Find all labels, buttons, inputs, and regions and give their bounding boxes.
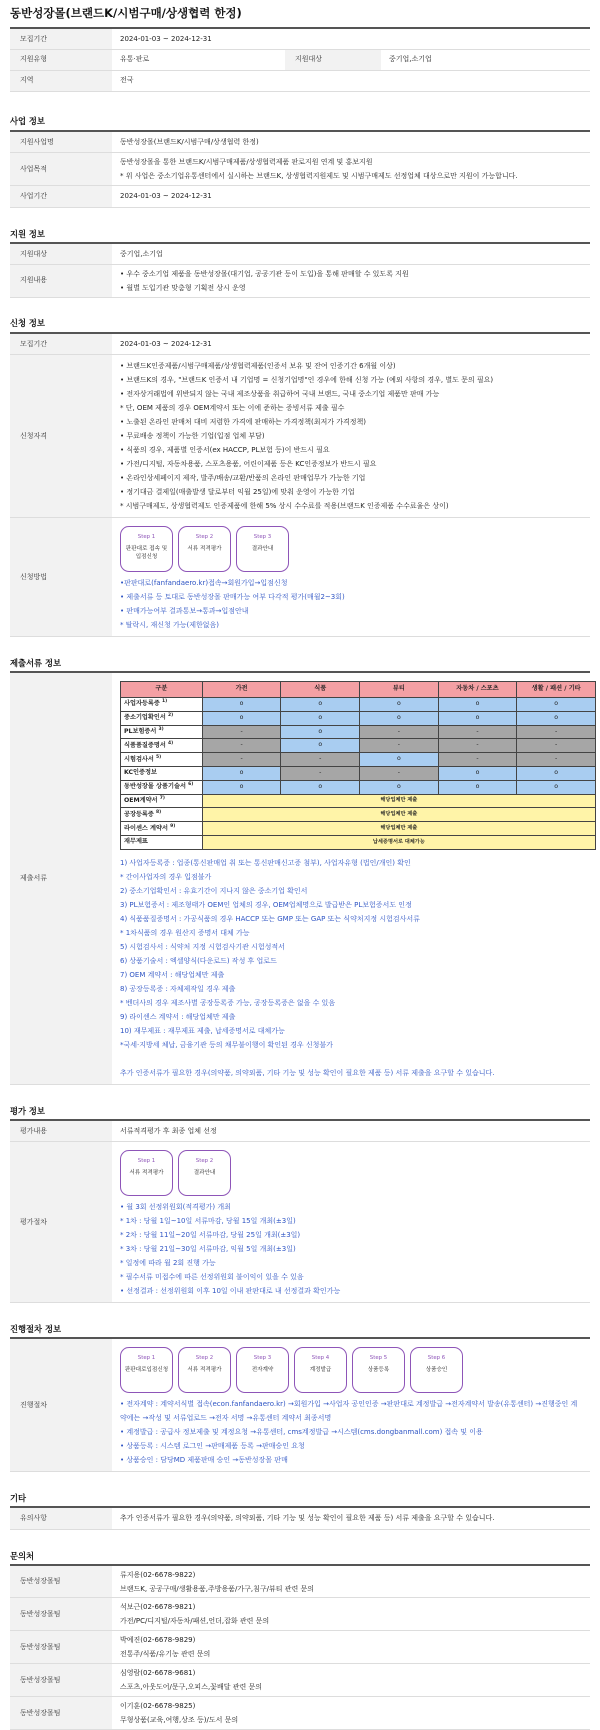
- section-heading-apply: 신청 정보: [10, 318, 45, 329]
- doc-cell: o: [360, 698, 439, 712]
- step-box: [178, 526, 231, 572]
- apply-period-value: 2024-01-03 ~ 2024-12-31: [112, 333, 590, 355]
- doc-note-line: 10) 재무제표 : 재무제표 제출, 납세증명서로 대체가능: [120, 1026, 285, 1035]
- doc-row-name: 동반성장몰 상품기술서 $^{6)}$: [121, 780, 203, 794]
- doc-note-line: 3) PL보험증서 : 제조형태가 OEM인 업체의 경우, OEM업체명으로 발급받은 PL보험증서도 인정: [120, 900, 412, 909]
- doc-cell: o: [202, 766, 281, 780]
- step-number: Step 1: [137, 1158, 156, 1165]
- doc-cell: -: [202, 725, 281, 739]
- doc-row: [121, 835, 596, 849]
- doc-cell: o: [517, 711, 596, 725]
- doc-row: [121, 739, 596, 753]
- doc-row: [121, 822, 596, 836]
- qualification-line: • 정기대금 결제일(매출발생 달로부터 익월 25일)에 맞춰 운영이 가능한 기업: [120, 488, 355, 496]
- doc-cell: o: [438, 766, 517, 780]
- doc-note-line: *국세·지방세 체납, 금융기관 등의 채무불이행이 확인된 경우 신청불가: [120, 1040, 333, 1049]
- contact-name: 박예진(02-6678-9829): [120, 1636, 196, 1645]
- section-heading-docs: 제출서류 정보: [10, 657, 61, 668]
- step-number: Step 1: [137, 534, 156, 540]
- recruit-period-value: 2024-01-03 ~ 2024-12-31: [112, 28, 590, 49]
- step-number: Step 2: [195, 1158, 214, 1165]
- apply-steps: [120, 522, 582, 576]
- step-number: Step 1: [137, 1355, 156, 1362]
- doc-cell: -: [360, 725, 439, 739]
- overview-table: [10, 27, 590, 92]
- doc-header-cell: 뷰티: [360, 682, 439, 698]
- method-line: * 탈락시, 재신청 가능(제한없음): [120, 621, 220, 629]
- method-label: 신청방법: [10, 518, 112, 637]
- step-name: 계정발급: [309, 1367, 332, 1374]
- step-name: 서류 적격평가: [187, 1367, 222, 1374]
- doc-cell: -: [360, 766, 439, 780]
- doc-cell: o: [360, 753, 439, 767]
- evaluation-table: [10, 1119, 590, 1304]
- doc-row-name: 식품품질증명서 $^{4)}$: [121, 739, 203, 753]
- step-number: Step 2: [195, 534, 214, 540]
- step-name: 전자계약: [251, 1367, 274, 1374]
- support-type-value: 유통·판로: [112, 49, 285, 70]
- section-heading-etc: 기타: [10, 1493, 27, 1504]
- purpose-label: 사업목적: [10, 153, 112, 186]
- support-content-line: • 월별 도입기관 맞춤형 기획전 상시 운영: [120, 283, 246, 292]
- qualification-line: • 노출된 온라인 판매처 대비 저렴한 가격에 판매하는 가격정책(최저가 가격정책): [120, 418, 366, 426]
- evaluation-line: • 월 3회 선정위원회(적격평가) 개최: [120, 1203, 231, 1212]
- doc-row-name: 시험검사서 $^{5)}$: [121, 753, 203, 767]
- doc-cell: o: [281, 725, 360, 739]
- evaluation-line: * 1차 : 당월 1일~10일 서류마감, 당월 15일 개최(±3일): [120, 1217, 296, 1226]
- doc-header-cell: 가전: [202, 682, 281, 698]
- progress-line: • 상품승인 : 담당MD 제품판매 승인 →동반성장몰 판매: [120, 1456, 288, 1465]
- contact-scope: 전통주/식품/유기농 관련 문의: [120, 1650, 211, 1659]
- doc-cell: -: [517, 739, 596, 753]
- evaluation-content-value: 서류적격평가 후 최종 업체 선정: [112, 1120, 590, 1142]
- region-label: 지역: [10, 70, 112, 91]
- contact-team-label: 동반성장몰팀: [10, 1565, 112, 1598]
- section-heading-business: 사업 정보: [10, 116, 45, 127]
- doc-cell: -: [438, 753, 517, 767]
- doc-note-line: 7) OEM 계약서 : 해당업체만 제출: [120, 970, 225, 979]
- purpose-line: * 위 사업은 중소기업유통센터에서 실시하는 브랜드K, 상생협력지원제도 및 시범구매제도 선정업체 대상으로만 지원이 가능합니다.: [120, 172, 518, 180]
- doc-row: [121, 698, 596, 712]
- doc-note-line: 5) 시험검사서 : 식약처 지정 시험검사기관 시험성적서: [120, 942, 285, 951]
- doc-cell: o: [202, 780, 281, 794]
- doc-row: [121, 753, 596, 767]
- region-value: 전국: [112, 70, 590, 91]
- doc-row-name: 사업자등록증 $^{1)}$: [121, 698, 203, 712]
- step-box: [120, 1150, 173, 1196]
- doc-cell: o: [517, 766, 596, 780]
- qualification-line: • 온라인상세페이지 제작, 발주/배송/교환/반품의 온라인 판매업무가 가능한 기업: [120, 474, 366, 482]
- step-name: 서류 적격평가: [187, 546, 222, 552]
- section-heading-contacts: 문의처: [10, 1550, 35, 1561]
- qualification-line: • 가전/디지털, 자동차용품, 스포츠용품, 어린이제품 등은 KC인증정보가 반드시 필요: [120, 460, 377, 468]
- step-name: 상품승인: [425, 1367, 448, 1374]
- doc-header-cell: 생활 / 패션 / 기타: [517, 682, 596, 698]
- step-number: Step 3: [253, 1355, 272, 1362]
- doc-row-name: 공장등록증 $^{8)}$: [121, 808, 203, 822]
- doc-row: [121, 780, 596, 794]
- doc-note-line: * 간이사업자의 경우 입점불가: [120, 872, 212, 881]
- doc-cell: o: [438, 711, 517, 725]
- apply-table: [10, 332, 590, 638]
- step-name: 상품등록: [367, 1367, 390, 1374]
- doc-cell: -: [517, 725, 596, 739]
- docs-extra-note: 추가 인증서류가 필요한 경우(의약품, 의약외품, 기타 기능 및 성능 확인이 필요한 제품 등) 서류 제출을 요구할 수 있습니다.: [120, 1068, 495, 1077]
- progress-steps: [120, 1343, 582, 1397]
- contact-name: 심영람(02-6678-9681): [120, 1669, 196, 1678]
- program-name-label: 지원사업명: [10, 131, 112, 153]
- step-box: [178, 1347, 231, 1393]
- qualification-line: * 시범구매제도, 상생협력제도 인증제품에 한해 5% 상시 수수료를 적용(브랜드K 인증제품 수수료율은 상이): [120, 502, 449, 510]
- doc-note-line: * 1차식품의 경우 원산지 증명서 대체 가능: [120, 928, 250, 937]
- step-number: Step 6: [427, 1355, 446, 1362]
- step-box: [236, 526, 289, 572]
- section-heading-support: 지원 정보: [10, 228, 45, 239]
- doc-cell: o: [360, 780, 439, 794]
- qualification-line: • 브랜드K의 경우, "브랜드K 인증서 내 기업명 = 신청기업명"인 경우에 한해 신청 가능 (예외 사항의 경우, 별도 문의 필요): [120, 376, 494, 384]
- doc-note-line: 6) 상품기술서 : 엑셀양식(다운로드) 작성 후 업로드: [120, 956, 277, 965]
- step-number: Step 4: [311, 1355, 330, 1362]
- step-box: [236, 1347, 289, 1393]
- doc-header-cell: 구분: [121, 682, 203, 698]
- section-heading-progress: 진행절차 정보: [10, 1324, 61, 1335]
- doc-merged-cell: 해당업체만 제출: [202, 794, 595, 808]
- doc-cell: o: [281, 711, 360, 725]
- step-box: [120, 1347, 173, 1393]
- progress-label: 진행절차: [10, 1338, 112, 1472]
- doc-cell: -: [517, 753, 596, 767]
- doc-cell: o: [438, 698, 517, 712]
- doc-row: [121, 794, 596, 808]
- step-box: [120, 526, 173, 572]
- doc-cell: o: [360, 711, 439, 725]
- doc-cell: -: [281, 753, 360, 767]
- doc-cell: -: [438, 739, 517, 753]
- step-name: 결과안내: [193, 1170, 216, 1177]
- evaluation-content-label: 평가내용: [10, 1120, 112, 1142]
- doc-row-name: PL보험증서 $^{3)}$: [121, 725, 203, 739]
- support-type-label: 지원유형: [10, 49, 112, 70]
- qualification-line: • 전자상거래법에 위반되지 않는 국내 제조상품을 취급하여 국내 브랜드, 국내 중소기업 제품만 판매 가능: [120, 390, 440, 398]
- doc-cell: o: [281, 698, 360, 712]
- doc-merged-cell: 해당업체만 제출: [202, 822, 595, 836]
- apply-period-label: 모집기간: [10, 333, 112, 355]
- support-content-line: • 우수 중소기업 제품을 동반성장몰(대기업, 공공기관 등이 도입)을 통해 판매할 수 있도록 지원: [120, 269, 409, 278]
- doc-cell: o: [202, 698, 281, 712]
- support-table: [10, 242, 590, 298]
- section-heading-evaluation: 평가 정보: [10, 1105, 45, 1116]
- doc-merged-cell: 납세증명서로 대체가능: [202, 835, 595, 849]
- doc-header-cell: 식품: [281, 682, 360, 698]
- step-name: 판판대로입점신청: [124, 1367, 169, 1374]
- page-title: 동반성장몰(브랜드K/시범구매/상생협력 한정): [10, 6, 242, 20]
- doc-cell: o: [281, 780, 360, 794]
- doc-cell: o: [517, 780, 596, 794]
- step-box: [294, 1347, 347, 1393]
- doc-row-name: OEM계약서 $^{7)}$: [121, 794, 203, 808]
- doc-cell: -: [438, 725, 517, 739]
- doc-cell: o: [438, 780, 517, 794]
- business-table: [10, 130, 590, 209]
- doc-merged-cell: 해당업체만 제출: [202, 808, 595, 822]
- doc-note-line: 4) 식품품질증명서 : 가공식품의 경우 HACCP 또는 GMP 또는 GAP 또는 식약처지정 시험검사서류: [120, 914, 420, 923]
- target-label: 지원대상: [285, 49, 381, 70]
- evaluation-line: * 일정에 따라 월 2회 진행 가능: [120, 1259, 216, 1268]
- qualification-label: 신청자격: [10, 355, 112, 518]
- progress-table: [10, 1337, 590, 1472]
- step-name: 결과안내: [251, 546, 274, 552]
- doc-note-line: * 벤더사의 경우 제조사별 공장등록증 가능, 공장등록증은 없을 수 있음: [120, 998, 336, 1007]
- purpose-line: 동반성장몰을 통한 브랜드K/시범구매제품/상생협력제품 판로지원 연계 및 홍보지원: [120, 158, 373, 166]
- evaluation-line: * 필수서류 미접수에 따른 선정위원회 불이익이 있을 수 있음: [120, 1273, 304, 1282]
- qualification-line: * 단, OEM 제품의 경우 OEM계약서 또는 이에 준하는 증빙서류 제출 필수: [120, 404, 345, 412]
- doc-cell: -: [281, 766, 360, 780]
- doc-cell: -: [360, 739, 439, 753]
- progress-line: • 전자계약 : 계약서식별 접속(econ.fanfandaero.kr) →회원가입 →사업자 공인인증 →판판대로 계정발급 →전자계약서 발송(유통센터) →진행중인 계약에는 →작성 및 서류업로드 →전자 서명 →유통센터 계약서 최종서명: [120, 1400, 578, 1423]
- doc-note-line: 8) 공장등록증 : 자체제작일 경우 제출: [120, 984, 236, 993]
- doc-row: [121, 766, 596, 780]
- doc-note-line: 2) 중소기업확인서 : 유효기간이 지나지 않은 중소기업 확인서: [120, 886, 308, 895]
- support-target-value: 중기업,소기업: [112, 243, 590, 264]
- step-name: 판판대로 접속 및 입점신청: [125, 546, 168, 560]
- contact-scope: 가전/PC/디지털/자동차/패션,언더,잡화 관련 문의: [120, 1617, 270, 1626]
- qualification-line: • 식품의 경우, 제품별 인증서(ex HACCP, PL보험 등)이 반드시 필요: [120, 446, 330, 454]
- recruit-period-label: 모집기간: [10, 28, 112, 49]
- evaluation-proc-label: 평가절차: [10, 1142, 112, 1303]
- step-number: Step 3: [253, 534, 272, 540]
- contact-name: 석보근(02-6678-9821): [120, 1603, 196, 1612]
- caution-value: 추가 인증서류가 필요한 경우(의약품, 의약외품, 기타 기능 및 성능 확인이 필요한 제품 등) 서류 제출을 요구할 수 있습니다.: [112, 1507, 590, 1529]
- doc-cell: o: [281, 739, 360, 753]
- method-line: • 판매가능여부 결과통보→통과→입점안내: [120, 607, 249, 615]
- support-target-label: 지원대상: [10, 243, 112, 264]
- step-name: 서류 적격평가: [129, 1170, 164, 1177]
- target-value: 중기업,소기업: [381, 49, 590, 70]
- method-line: • 제출서류 등 토대로 동반성장몰 판매가능 여부 다각적 평가(매월2~3회): [120, 593, 345, 601]
- contact-name: 이기훈(02-6678-9825): [120, 1702, 196, 1711]
- doc-cell: -: [202, 753, 281, 767]
- contact-scope: 브랜드K, 공공구매/생활용품,주방용품/가구,침구/뷰티 관련 문의: [120, 1584, 315, 1593]
- business-period-value: 2024-01-03 ~ 2024-12-31: [112, 186, 590, 208]
- required-docs-matrix: [120, 681, 596, 850]
- contact-scope: 스포츠,아웃도어/문구,오피스,꽃배달 관련 문의: [120, 1683, 262, 1692]
- evaluation-steps: [120, 1146, 582, 1200]
- business-period-label: 사업기간: [10, 186, 112, 208]
- step-box: [352, 1347, 405, 1393]
- evaluation-line: • 선정결과 : 선정위원회 이후 10일 이내 판판대로 내 선정결과 확인가능: [120, 1287, 341, 1296]
- evaluation-line: * 2차 : 당월 11일~20일 서류마감, 당월 25일 개최(±3일): [120, 1231, 301, 1240]
- contact-name: 류지용(02-6678-9822): [120, 1570, 196, 1579]
- doc-cell: o: [202, 711, 281, 725]
- doc-row: [121, 808, 596, 822]
- support-content-label: 지원내용: [10, 264, 112, 297]
- progress-line: • 계정발급 : 공급사 정보제출 및 계정요청 →유통센터, cms계정발급 →시스템(cms.dongbanmall.com) 접속 및 이용: [120, 1428, 483, 1437]
- step-number: Step 5: [369, 1355, 388, 1362]
- step-box: [178, 1150, 231, 1196]
- contact-team-label: 동반성장몰팀: [10, 1664, 112, 1697]
- contact-scope: 무형상품(교육,여행,상조 등)/도서 문의: [120, 1716, 239, 1725]
- etc-table: [10, 1506, 590, 1530]
- doc-note-line: 9) 라이센스 계약서 : 해당업체만 제출: [120, 1012, 236, 1021]
- caution-label: 유의사항: [10, 1507, 112, 1529]
- program-name-value: 동반성장몰(브랜드K/시범구매/상생협력 한정): [112, 131, 590, 153]
- doc-row: [121, 725, 596, 739]
- doc-note-line: 1) 사업자등록증 : 업종(통신판매업 취 또는 통신판매신고증 첨부), 사업자유형 (법인/개인) 확인: [120, 858, 411, 867]
- contact-team-label: 동반성장몰팀: [10, 1598, 112, 1631]
- doc-row-name: 중소기업확인서 $^{2)}$: [121, 711, 203, 725]
- docs-table: [10, 671, 590, 1085]
- doc-row-name: 재무제표: [121, 835, 203, 849]
- evaluation-line: * 3차 : 당월 21일~30일 서류마감, 익월 5일 개최(±3일): [120, 1245, 296, 1254]
- contact-team-label: 동반성장몰팀: [10, 1697, 112, 1730]
- contacts-table: [10, 1564, 590, 1730]
- progress-line: • 상품등록 : 시스템 로그인 →판매제품 등록 →판매승인 요청: [120, 1442, 305, 1451]
- doc-row: [121, 711, 596, 725]
- step-number: Step 2: [195, 1355, 214, 1362]
- qualification-line: • 브랜드K인증제품/시범구매제품/상생협력제품(인증서 보유 및 잔여 인증기간 6개월 이상): [120, 362, 396, 370]
- step-box: [410, 1347, 463, 1393]
- contact-team-label: 동반성장몰팀: [10, 1631, 112, 1664]
- doc-row-name: KC인증정보: [121, 766, 203, 780]
- method-line: •판판대로(fanfandaero.kr)접속→회원가입→입점신청: [120, 579, 288, 587]
- doc-cell: -: [202, 739, 281, 753]
- doc-cell: o: [517, 698, 596, 712]
- doc-header-cell: 자동차 / 스포츠: [438, 682, 517, 698]
- doc-row-name: 라이센스 계약서 $^{9)}$: [121, 822, 203, 836]
- docs-label: 제출서류: [10, 672, 112, 1084]
- qualification-line: • 무료배송 정책이 가능한 기업(입점 업체 부담): [120, 432, 265, 440]
